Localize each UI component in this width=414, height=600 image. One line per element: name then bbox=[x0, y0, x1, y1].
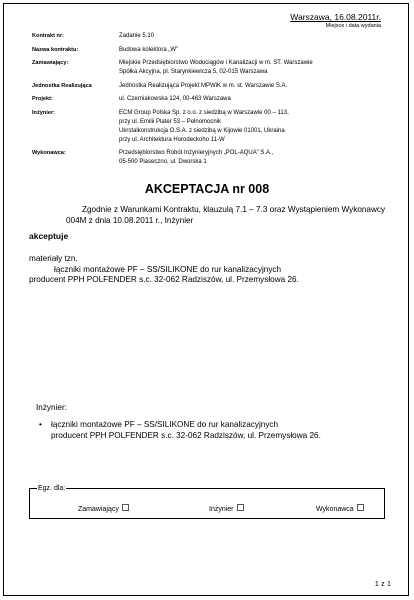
info-row-employer bbox=[32, 59, 392, 77]
info-label: Jednostka Realizująca bbox=[32, 82, 92, 89]
info-row-contractor bbox=[32, 149, 392, 167]
info-value: Spółka Akcyjna, pl. Starynkiewicza 5, 02-015 Warszawa bbox=[119, 69, 268, 75]
info-label: Projekt: bbox=[32, 96, 53, 102]
intro-paragraph: Zgodnie z Warunkami Kontraktu, klauzulą 7.1 – 7.3 oraz Wystąpieniem Wykonawcy 004M z dnia 10.08.2011 r., Inżynier bbox=[66, 205, 386, 225]
info-value: ECM Group Polska Sp. z o.o. z siedzibą w Warszawie 00 – 113, bbox=[119, 109, 289, 116]
info-row-engineer bbox=[32, 109, 392, 145]
info-row-implementing-unit bbox=[32, 82, 392, 91]
info-row-project bbox=[32, 95, 392, 104]
recipient-employer bbox=[78, 504, 129, 513]
info-label: Nazwa kontraktu: bbox=[32, 46, 79, 53]
info-value: Ukrstalkonstrukcja O.S.A. z siedzibą w Kijowie 01001, Ukraina bbox=[119, 127, 285, 134]
info-value: przy ul. Architektura Horodeckoho 11-W bbox=[119, 136, 225, 143]
items-list bbox=[39, 420, 379, 441]
document-title: AKCEPTACJA nr 008 bbox=[144, 182, 270, 196]
copies-label: Egz. dla: bbox=[38, 485, 66, 492]
contract-info-table bbox=[32, 32, 392, 172]
document-page bbox=[3, 3, 409, 596]
material-line: producent PPH POLFENDER s.c. 32-062 Radziszów, ul. Przemysłowa 26. bbox=[29, 275, 299, 284]
bullet-icon: • bbox=[39, 420, 42, 429]
list-item bbox=[39, 420, 379, 431]
info-row-contract-name bbox=[32, 46, 392, 55]
recipient-engineer bbox=[209, 504, 244, 513]
inspector-label: Inżynier: bbox=[36, 403, 67, 412]
info-label: Zamawiający: bbox=[32, 60, 69, 66]
info-label: Wykonawca: bbox=[32, 150, 66, 156]
material-line: łączniki montażowe PF – SS/SILIKONE do rur kanalizacyjnych bbox=[54, 264, 282, 274]
list-item-continuation: producent PPH POLFENDER s.c. 32-062 Radziszów, ul. Przemysłowa 26. bbox=[51, 430, 321, 440]
info-value: Przedsiębiorstwo Robót Inżynieryjnych „POL-AQUA” S.A., bbox=[119, 150, 274, 156]
accept-word: akceptuje bbox=[29, 231, 69, 241]
recipient-label: Wykonawca bbox=[316, 506, 354, 513]
info-value: przy ul. Emilii Plater 53 – Pełnomocnik bbox=[119, 118, 222, 125]
page-number: 1 z 1 bbox=[374, 579, 391, 588]
checkbox-icon[interactable] bbox=[357, 504, 364, 511]
info-label: Kontrakt nr: bbox=[32, 33, 65, 39]
recipient-label: Inżynier bbox=[209, 506, 234, 513]
info-label: Inżynier: bbox=[32, 109, 56, 116]
info-value: 05-500 Piaseczno, ul. Dworska 1 bbox=[119, 159, 207, 165]
recipient-label: Zamawiający bbox=[78, 506, 119, 513]
info-value: Budowa kolektora „W” bbox=[119, 46, 179, 53]
list-item-text: łączniki montażowe PF – SS/SILIKONE do rur kanalizacyjnych bbox=[51, 420, 279, 429]
info-value: ul. Czerniakowska 124, 00-463 Warszawa bbox=[119, 96, 231, 102]
recipient-contractor bbox=[316, 504, 364, 513]
place-date-caption: Miejsce i data wydania bbox=[325, 23, 381, 29]
info-value: Zadanie 5.10 bbox=[119, 33, 155, 39]
info-value: Miejskie Przedsiębiorstwo Wodociągów i Kanalizacji w m. ST. Warszawie bbox=[119, 60, 313, 66]
checkbox-icon[interactable] bbox=[122, 504, 129, 511]
material-heading: materiały tzn. bbox=[29, 254, 78, 263]
place-date: Warszawa, 16.08.2011r. bbox=[290, 12, 381, 22]
checkbox-icon[interactable] bbox=[237, 504, 244, 511]
info-value: Jednostka Realizująca Projekt MPWiK w m. st. Warszawie S.A. bbox=[119, 82, 288, 89]
material-block bbox=[29, 254, 399, 286]
info-row-contract-no bbox=[32, 32, 392, 41]
